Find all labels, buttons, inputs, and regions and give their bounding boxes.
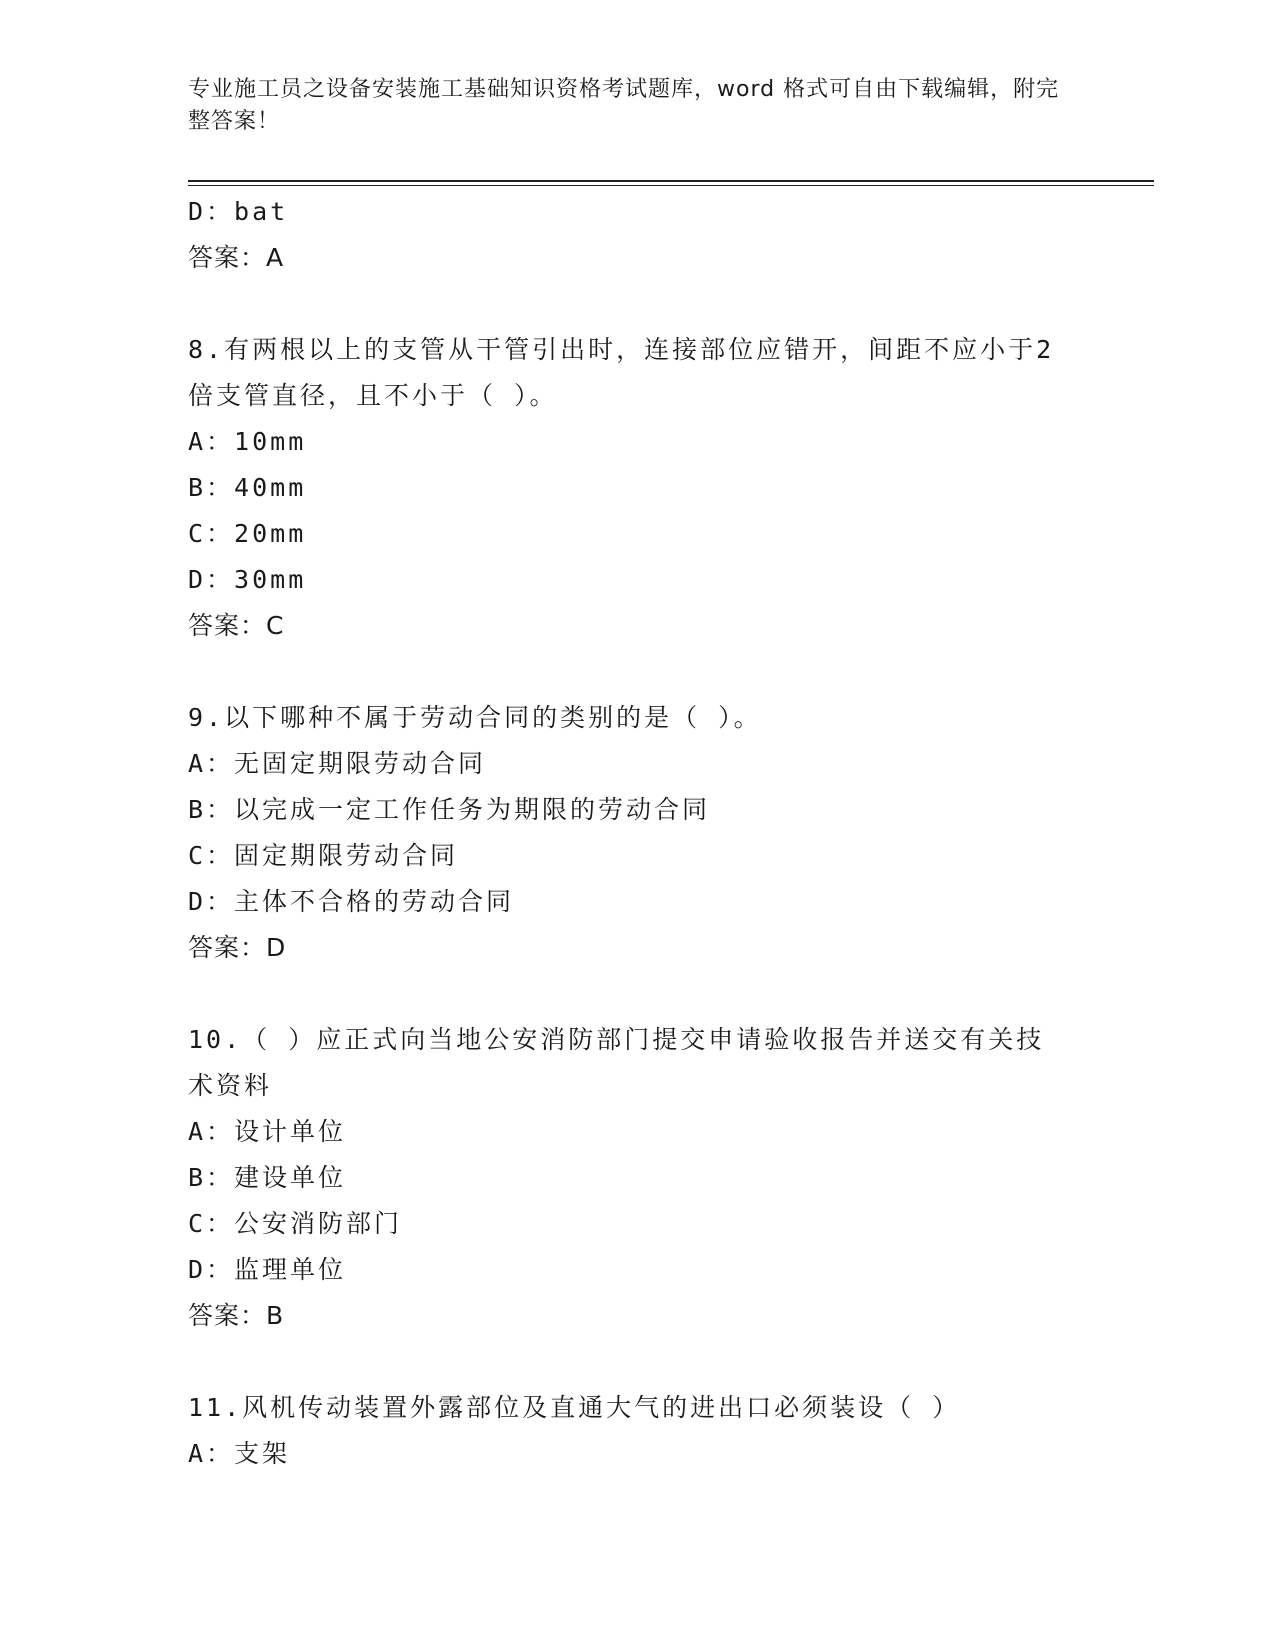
option-b: B：以完成一定工作任务为期限的劳动合同 (188, 795, 711, 824)
option-c: C：20mm (188, 519, 307, 548)
option-a: A：支架 (188, 1439, 291, 1468)
question-text: 10.（ ）应正式向当地公安消防部门提交申请验收报告并送交有关技术资料 (188, 1025, 1045, 1100)
header-divider-thick (188, 180, 1154, 182)
document-header: 专业施工员之设备安装施工基础知识资格考试题库，word 格式可自由下载编辑，附完整答案！ (188, 77, 1060, 134)
option-d: D：bat (188, 197, 289, 226)
option-a: A：无固定期限劳动合同 (188, 749, 487, 778)
option-d: D：30mm (188, 565, 307, 594)
question-8 (188, 327, 1088, 649)
answer: 答案：A (188, 243, 285, 272)
option-b: B：40mm (188, 473, 307, 502)
question-text: 9.以下哪种不属于劳动合同的类别的是（ ）。 (188, 703, 762, 732)
answer: 答案：B (188, 1301, 285, 1330)
question-text: 8.有两根以上的支管从干管引出时，连接部位应错开，间距不应小于2倍支管直径，且不小于（ ）。 (188, 335, 1055, 410)
question-list (188, 189, 1088, 1477)
header-divider-thin (188, 185, 1154, 186)
option-c: C：固定期限劳动合同 (188, 841, 459, 870)
question-11 (188, 1385, 1088, 1477)
answer: 答案：D (188, 933, 287, 962)
option-c: C：公安消防部门 (188, 1209, 403, 1238)
question-10 (188, 1017, 1088, 1339)
option-a: A：设计单位 (188, 1117, 347, 1146)
option-b: B：建设单位 (188, 1163, 347, 1192)
question-text: 11.风机传动装置外露部位及直通大气的进出口必须装设（ ） (188, 1393, 961, 1422)
option-d: D：主体不合格的劳动合同 (188, 887, 515, 916)
question-9 (188, 695, 1088, 971)
option-a: A：10mm (188, 427, 307, 456)
answer: 答案：C (188, 611, 285, 640)
option-d: D：监理单位 (188, 1255, 347, 1284)
